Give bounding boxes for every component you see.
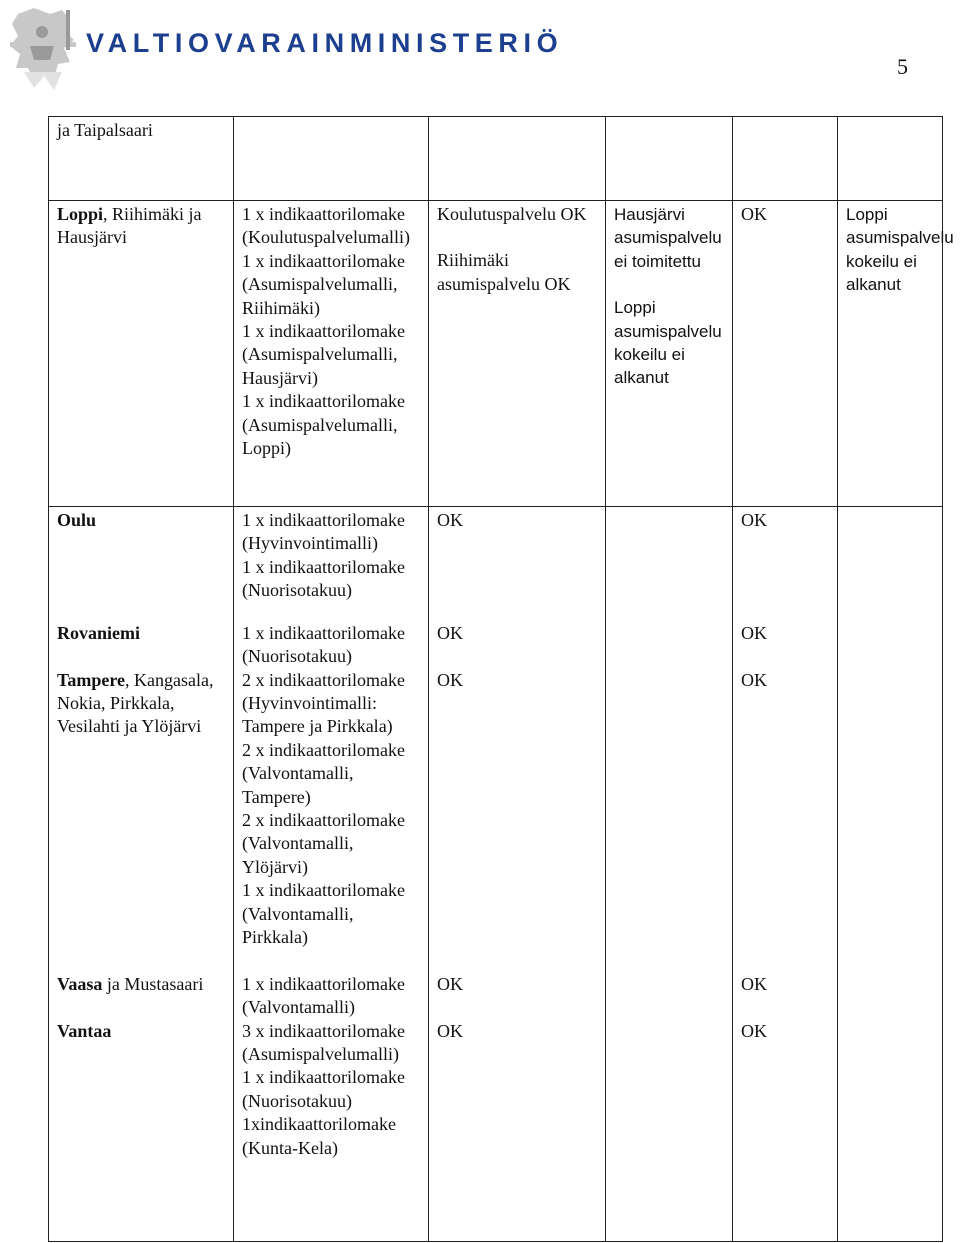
status-text: OK	[741, 510, 767, 530]
status-cell	[733, 973, 838, 1020]
form-item: 1 x indikaattorilomake (Hyvinvointimalli)	[242, 510, 405, 554]
form-item: 1 x indikaattorilomake (Asumispalvelumalli, Hausjärvi)	[242, 321, 405, 388]
municipality-name: Oulu	[57, 510, 97, 530]
note-cell	[606, 201, 733, 507]
status-cell	[429, 669, 606, 973]
form-item: 1 x indikaattorilomake (Nuorisotakuu)	[242, 556, 405, 601]
status-text: OK	[437, 1020, 463, 1041]
municipality-rest: , Riihimäki ja Hausjärvi	[57, 204, 202, 248]
forms-cell	[234, 1020, 429, 1242]
form-item: 1 x indikaattorilomake (Asumispalvelumalli, Loppi)	[242, 391, 405, 459]
status-cell	[429, 201, 606, 507]
municipality-name: Tampere	[57, 669, 126, 690]
status-text: OK	[741, 622, 767, 643]
table-row	[49, 201, 943, 507]
form-item: 2 x indikaattorilomake (Hyvinvointimalli: Tampere ja Pirkkala)	[242, 669, 405, 737]
table-row	[49, 507, 943, 622]
table-row	[49, 1020, 943, 1242]
form-item: 1 x indikaattorilomake (Valvontamalli, Pirkkala)	[242, 880, 405, 947]
municipality-cell	[49, 507, 234, 622]
form-item: 1 x indikaattorilomake (Valvontamalli)	[242, 973, 405, 1017]
municipality-cell	[49, 201, 234, 507]
report-table	[48, 116, 954, 1242]
form-item: 2 x indikaattorilomake (Valvontamalli, Ylöjärvi)	[242, 809, 405, 877]
form-item: 1 x indikaattorilomake (Asumispalvelumalli, Riihimäki)	[242, 250, 405, 318]
status-cell	[429, 1020, 606, 1242]
status-text: Koulutuspalvelu OK	[437, 204, 587, 224]
table-row	[49, 117, 943, 201]
status-text: Riihimäki asumispalvelu OK	[437, 250, 571, 294]
status-text: OK	[437, 973, 463, 994]
status-text: OK	[741, 204, 767, 224]
municipality-cell	[49, 117, 234, 201]
municipality-name: Rovaniemi	[57, 622, 140, 643]
status-cell	[733, 669, 838, 973]
form-item: 1 x indikaattorilomake (Nuorisotakuu)	[242, 1067, 405, 1111]
forms-cell	[234, 507, 429, 622]
status-cell	[429, 507, 606, 622]
status-text: OK	[437, 510, 463, 530]
municipality-cell	[49, 622, 234, 669]
table-row	[49, 622, 943, 669]
note-text: Hausjärvi asumispalvelu ei toimitettu	[614, 205, 722, 271]
form-item: 1xindikaattorilomake (Kunta-Kela)	[242, 1114, 396, 1158]
form-item: 3 x indikaattorilomake (Asumispalvelumalli)	[242, 1020, 405, 1064]
status-cell	[733, 507, 838, 622]
forms-cell	[234, 622, 429, 669]
forms-cell	[234, 669, 429, 973]
forms-cell	[234, 973, 429, 1020]
status-cell	[429, 622, 606, 669]
municipality-rest: , Kangasala, Nokia, Pirkkala, Vesilahti ja Ylöjärvi	[57, 669, 214, 737]
lion-coat-of-arms-icon	[4, 2, 82, 94]
page-number: 5	[897, 54, 908, 79]
municipality-name: Vaasa	[57, 973, 103, 994]
table-row	[49, 973, 943, 1020]
municipality-cell	[49, 973, 234, 1020]
note-text: Loppi asumispalvelu kokeilu ei alkanut	[614, 298, 722, 388]
status-text: OK	[741, 1020, 767, 1041]
status-cell	[733, 201, 838, 507]
municipality-cell	[49, 1020, 234, 1242]
status-cell	[733, 622, 838, 669]
forms-cell	[234, 201, 429, 507]
table-row	[49, 669, 943, 973]
municipality-cell	[49, 669, 234, 973]
status-cell	[429, 973, 606, 1020]
report-table-wrapper	[48, 116, 954, 1242]
form-item: 1 x indikaattorilomake (Koulutuspalvelumalli)	[242, 204, 410, 248]
municipality-rest: ja Mustasaari	[102, 973, 204, 994]
status-text: OK	[741, 669, 767, 690]
form-item: 2 x indikaattorilomake (Valvontamalli, Tampere)	[242, 739, 405, 807]
status-text: OK	[741, 973, 767, 994]
organization-name: VALTIOVARAINMINISTERIÖ	[86, 28, 564, 58]
municipality-name: Loppi	[57, 204, 104, 224]
status-cell	[733, 1020, 838, 1242]
form-item: 1 x indikaattorilomake (Nuorisotakuu)	[242, 622, 405, 666]
municipality-name: ja Taipalsaari	[57, 120, 153, 140]
status-text: OK	[437, 669, 463, 690]
note-cell	[838, 201, 954, 507]
status-text: OK	[437, 622, 463, 643]
note-text: Loppi asumispalvelu kokeilu ei alkanut	[846, 205, 954, 295]
municipality-name: Vantaa	[57, 1020, 112, 1041]
page-header	[0, 0, 960, 110]
